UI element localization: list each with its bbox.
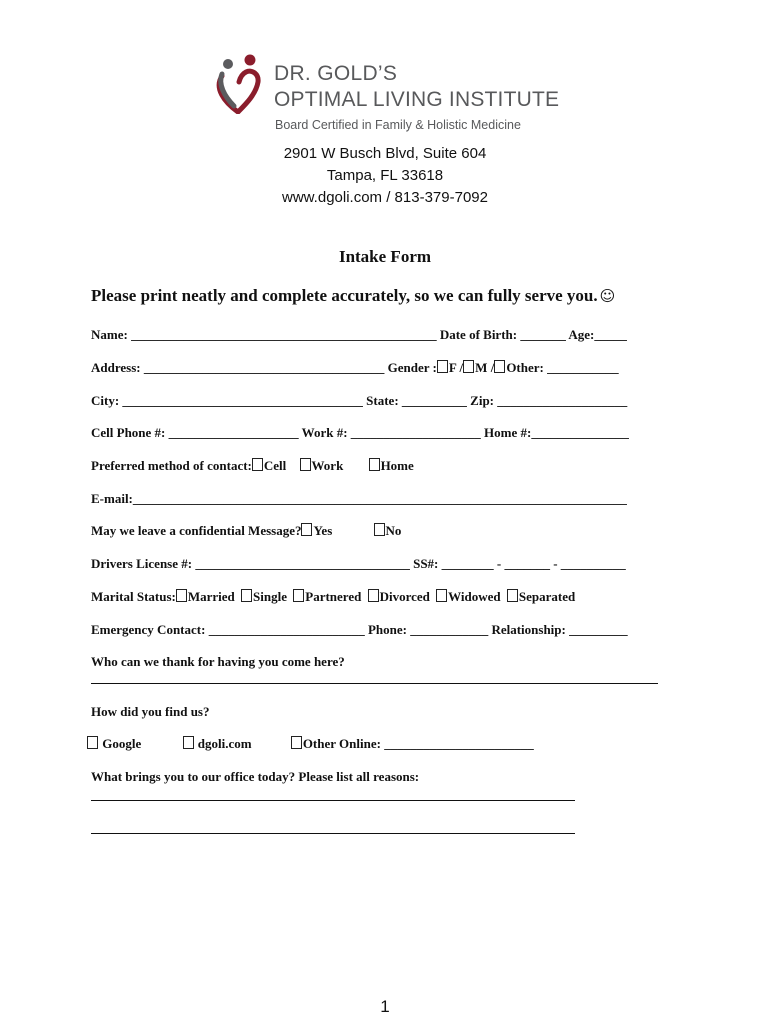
contact-cell-label: Cell xyxy=(263,458,287,473)
work-phone-label: Work #: xyxy=(301,425,348,440)
page-number: 1 xyxy=(380,997,390,1016)
home-phone-field[interactable]: _______________ xyxy=(531,425,629,440)
license-row xyxy=(91,556,626,572)
marital-row xyxy=(91,589,575,605)
reasons-answer-line-2[interactable] xyxy=(91,833,575,834)
marital-single-checkbox[interactable] xyxy=(241,589,252,602)
age-field[interactable]: _____ xyxy=(594,327,627,342)
address-row xyxy=(91,360,619,376)
find-google-label: Google xyxy=(102,736,142,751)
marital-separated-checkbox[interactable] xyxy=(507,589,518,602)
gender-m-checkbox[interactable] xyxy=(463,360,474,373)
marital-widowed-label: Widowed xyxy=(448,589,501,604)
city-label: City: xyxy=(91,393,120,408)
logo-tagline: Board Certified in Family & Holistic Medicine xyxy=(275,118,521,132)
zip-label: Zip: xyxy=(470,393,495,408)
thank-question: Who can we thank for having you come here? xyxy=(91,654,345,669)
city-field[interactable]: _____________________________________ xyxy=(122,393,363,408)
cell-phone-field[interactable]: ____________________ xyxy=(168,425,299,440)
marital-label: Marital Status: xyxy=(91,589,176,604)
ss-field[interactable]: ________ - _______ - __________ xyxy=(441,556,626,571)
relationship-field[interactable]: _________ xyxy=(569,622,628,637)
form-title: Intake Form xyxy=(338,247,432,266)
message-row xyxy=(91,523,401,539)
reasons-question: What brings you to our office today? Please list all reasons: xyxy=(91,769,420,784)
name-label: Name: xyxy=(91,327,128,342)
contact-cell-checkbox[interactable] xyxy=(252,458,263,471)
find-other-checkbox[interactable] xyxy=(291,736,302,749)
dob-label: Date of Birth: xyxy=(439,327,518,342)
license-label: Drivers License #: xyxy=(91,556,193,571)
name-row xyxy=(91,327,627,343)
email-label: E-mail: xyxy=(91,491,133,506)
city-address: Tampa, FL 33618 xyxy=(326,167,444,184)
contact-home-checkbox[interactable] xyxy=(369,458,380,471)
message-label: May we leave a confidential Message? xyxy=(91,523,302,538)
marital-single-label: Single xyxy=(253,589,287,604)
marital-divorced-checkbox[interactable] xyxy=(368,589,379,602)
smiley-icon: ☺ xyxy=(599,287,616,305)
contact-work-label: Work xyxy=(311,458,344,473)
find-other-field[interactable]: _______________________ xyxy=(384,736,534,751)
emergency-phone-label: Phone: xyxy=(367,622,407,637)
street-address: 2901 W Busch Blvd, Suite 604 xyxy=(283,145,487,162)
name-field[interactable]: _______________________________________________ xyxy=(131,327,437,342)
contact-method-label: Preferred method of contact: xyxy=(91,458,252,473)
find-other-label: Other Online: xyxy=(302,736,381,751)
logo-title-line1: DR. GOLD’S xyxy=(274,62,398,85)
gender-label: Gender : xyxy=(387,360,437,375)
email-row xyxy=(91,491,627,507)
zip-field[interactable]: ____________________ xyxy=(497,393,628,408)
clinic-logo xyxy=(216,52,560,138)
gender-other-field[interactable]: ___________ xyxy=(547,360,619,375)
emergency-phone-field[interactable]: ____________ xyxy=(410,622,489,637)
age-label: Age: xyxy=(568,327,595,342)
contact-home-label: Home xyxy=(380,458,414,473)
message-no-checkbox[interactable] xyxy=(374,523,385,536)
marital-widowed-checkbox[interactable] xyxy=(436,589,447,602)
email-field[interactable]: ____________________________________________________________________________ xyxy=(132,491,627,506)
state-label: State: xyxy=(366,393,399,408)
home-phone-label: Home #: xyxy=(484,425,532,440)
form-intro xyxy=(91,286,615,306)
gender-m-label: M / xyxy=(475,360,495,375)
address-field[interactable]: _____________________________________ xyxy=(143,360,385,375)
state-field[interactable]: __________ xyxy=(401,393,467,408)
heart-figure-logo-icon xyxy=(216,54,262,114)
marital-partnered-label: Partnered xyxy=(305,589,362,604)
contact-work-checkbox[interactable] xyxy=(300,458,311,471)
logo-title-line2: OPTIMAL LIVING INSTITUTE xyxy=(274,88,560,111)
work-phone-field[interactable]: ____________________ xyxy=(350,425,481,440)
marital-divorced-label: Divorced xyxy=(379,589,430,604)
thank-answer-line[interactable] xyxy=(91,683,658,684)
find-options-row xyxy=(87,736,534,752)
website-phone: www.dgoli.com / 813-379-7092 xyxy=(282,189,488,206)
marital-married-checkbox[interactable] xyxy=(176,589,187,602)
find-dgoli-checkbox[interactable] xyxy=(183,736,194,749)
message-yes-label: Yes xyxy=(313,523,333,538)
find-question: How did you find us? xyxy=(91,704,210,719)
dob-field[interactable]: _______ xyxy=(520,327,566,342)
intro-text: Please print neatly and complete accurately, so we can fully serve you. xyxy=(91,286,598,305)
gender-other-checkbox[interactable] xyxy=(494,360,505,373)
address-label: Address: xyxy=(91,360,141,375)
marital-married-label: Married xyxy=(187,589,235,604)
emergency-label: Emergency Contact: xyxy=(91,622,206,637)
marital-separated-label: Separated xyxy=(518,589,576,604)
gender-f-label: F / xyxy=(448,360,464,375)
contact-method-row xyxy=(91,458,414,474)
cell-phone-label: Cell Phone #: xyxy=(91,425,166,440)
gender-other-label: Other: xyxy=(506,360,544,375)
phones-row xyxy=(91,425,629,441)
city-row xyxy=(91,393,627,409)
message-yes-checkbox[interactable] xyxy=(301,523,312,536)
marital-partnered-checkbox[interactable] xyxy=(293,589,304,602)
gender-f-checkbox[interactable] xyxy=(437,360,448,373)
find-google-checkbox[interactable] xyxy=(87,736,98,749)
emergency-field[interactable]: ________________________ xyxy=(208,622,365,637)
reasons-answer-line-1[interactable] xyxy=(91,800,575,801)
ss-label: SS#: xyxy=(413,556,439,571)
emergency-row xyxy=(91,622,628,638)
relationship-label: Relationship: xyxy=(491,622,566,637)
message-no-label: No xyxy=(385,523,402,538)
license-field[interactable]: _________________________________ xyxy=(195,556,410,571)
find-dgoli-label: dgoli.com xyxy=(197,736,252,751)
